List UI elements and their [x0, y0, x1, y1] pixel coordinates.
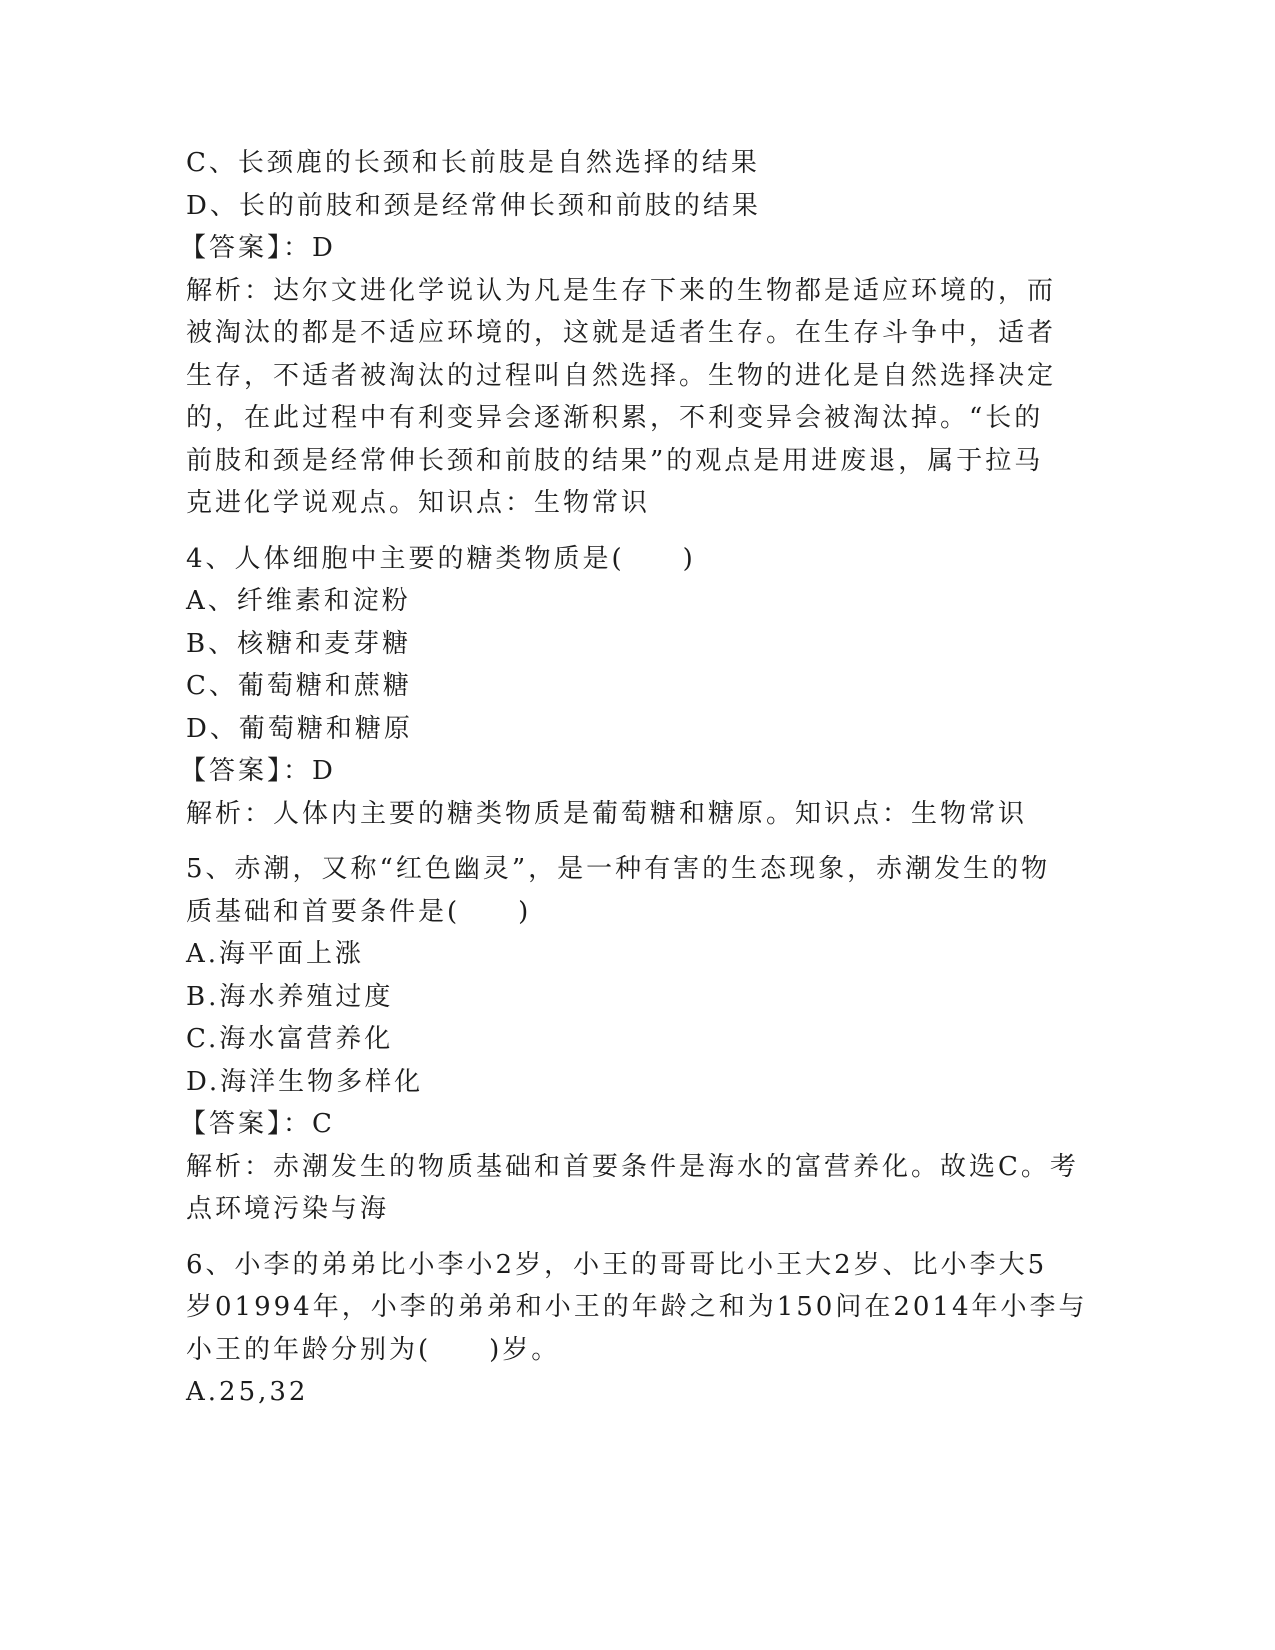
q3-analysis-line-3: 生存，不适者被淘汰的过程叫自然选择。生物的进化是自然选择决定: [186, 360, 1057, 391]
document-content: [180, 142, 1088, 1414]
q5-option-c: C.海水富营养化: [186, 1024, 394, 1054]
q4-answer: 【答案】：D: [180, 756, 336, 786]
q3-analysis-line-1: 解析：达尔文进化学说认为凡是生存下来的生物都是适应环境的，而: [186, 275, 1057, 306]
spacer: [186, 525, 1086, 538]
q5-question-line-2: 质基础和首要条件是( ): [186, 896, 532, 927]
q5-option-b: B.海水养殖过度: [186, 981, 394, 1012]
q3-analysis-line-4: 的，在此过程中有利变异会逐渐积累，不利变异会被淘汰掉。“长的: [186, 403, 1044, 433]
q4-option-c: C、葡萄糖和蔗糖: [186, 671, 412, 701]
q5-option-d: D.海洋生物多样化: [186, 1066, 424, 1097]
q5-analysis-line-1: 解析：赤潮发生的物质基础和首要条件是海水的富营养化。故选C。考: [186, 1151, 1079, 1182]
spacer: [186, 835, 1086, 848]
q4-analysis-line-1: 解析：人体内主要的糖类物质是葡萄糖和糖原。知识点：生物常识: [186, 798, 1028, 829]
q3-analysis-line-5: 前肢和颈是经常伸长颈和前肢的结果”的观点是用进废退，属于拉马: [186, 445, 1044, 476]
q3-analysis-line-2: 被淘汰的都是不适应环境的，这就是适者生存。在生存斗争中，适者: [186, 318, 1057, 348]
q5-option-a: A.海平面上涨: [186, 939, 365, 969]
q5-analysis-line-2: 点环境污染与海: [186, 1194, 390, 1224]
q5-question-line-1: 5、赤潮，又称“红色幽灵”，是一种有害的生态现象，赤潮发生的物: [186, 854, 1051, 884]
q4-option-b: B、核糖和麦芽糖: [186, 628, 412, 659]
spacer: [186, 1231, 1086, 1244]
q4-option-a: A、纤维素和淀粉: [186, 586, 411, 616]
q6-question-line-1: 6、小李的弟弟比小李小2岁，小王的哥哥比小王大2岁、比小李大5: [186, 1249, 1048, 1280]
q6-option-a: A.25,32: [186, 1377, 309, 1407]
q3-option-d: D、长的前肢和颈是经常伸长颈和前肢的结果: [186, 190, 761, 221]
q4-question: 4、人体细胞中主要的糖类物质是( ): [186, 543, 696, 574]
q3-analysis-line-6: 克进化学说观点。知识点：生物常识: [186, 488, 651, 518]
q6-question-line-2: 岁01994年，小李的弟弟和小王的年龄之和为150问在2014年小李与: [186, 1292, 1088, 1322]
q6-question-line-3: 小王的年龄分别为( )岁。: [186, 1334, 561, 1365]
q3-answer: 【答案】：D: [180, 233, 336, 263]
q5-answer: 【答案】：C: [180, 1109, 335, 1139]
q3-option-c: C、长颈鹿的长颈和长前肢是自然选择的结果: [186, 148, 760, 178]
q4-option-d: D、葡萄糖和糖原: [186, 713, 413, 744]
